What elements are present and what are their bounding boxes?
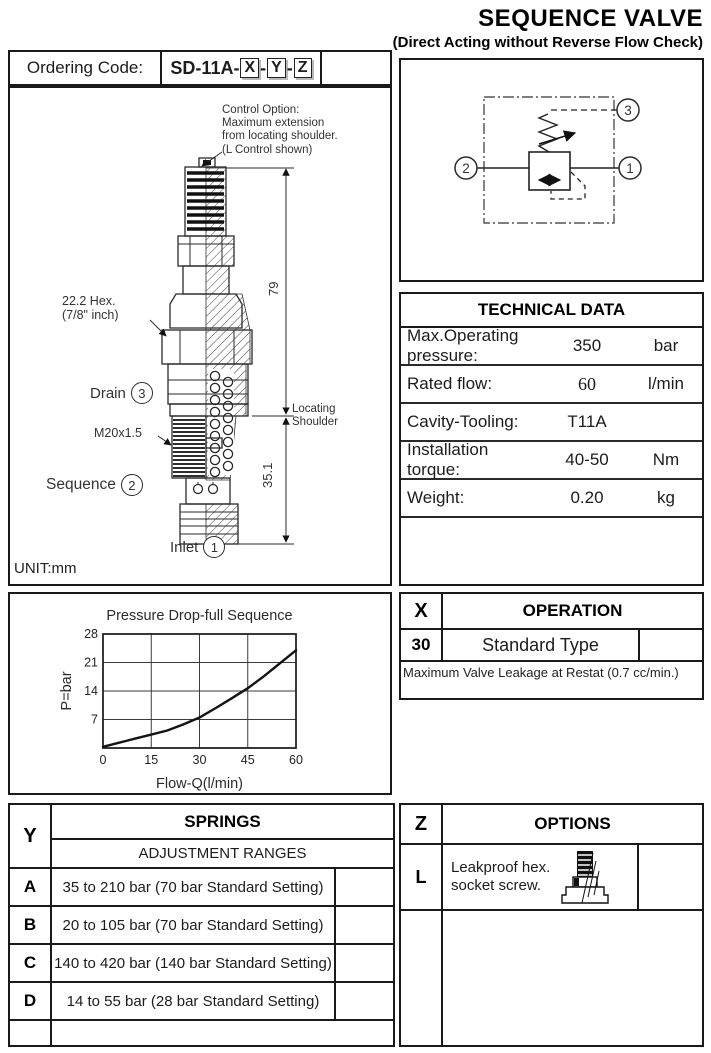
control-option-note: Control Option: Maximum extension from locating shoulder. (L Control shown) xyxy=(222,104,338,156)
code-y-box: Y xyxy=(267,58,286,78)
dim-35-1: 35.1 xyxy=(260,462,275,488)
svg-text:14: 14 xyxy=(84,684,98,698)
operation-title: OPERATION xyxy=(522,601,623,620)
code-sep-1: - xyxy=(260,57,267,78)
options-empty-row xyxy=(401,911,702,1045)
code-z-box: Z xyxy=(294,58,312,78)
thread-label: M20x1.5 xyxy=(94,426,142,440)
ordering-code-box xyxy=(8,50,392,86)
sequence-port-label: Sequence 2 xyxy=(46,474,143,496)
table-row: D 14 to 55 bar (28 bar Standard Setting) xyxy=(10,983,393,1021)
ordering-code-label: Ordering Code: xyxy=(10,52,162,84)
spring-row-empty-cell xyxy=(336,869,393,905)
table-row: Weight: 0.20 kg xyxy=(401,480,702,518)
springs-code-column: Y xyxy=(10,805,52,867)
operation-box xyxy=(399,592,704,700)
svg-text:45: 45 xyxy=(240,753,255,767)
schematic-port-3: 3 xyxy=(624,103,632,118)
operation-code-column: X xyxy=(401,594,443,628)
table-row: Max.Operating pressure: 350 bar xyxy=(401,328,702,366)
schematic-port-1: 1 xyxy=(626,161,634,176)
dim-79: 79 xyxy=(266,281,281,296)
unit-label: UNIT:mm xyxy=(14,560,77,577)
locating-shoulder-label: Locating Shoulder xyxy=(292,403,339,429)
schematic-port-2: 2 xyxy=(462,161,470,176)
svg-text:30: 30 xyxy=(192,753,207,767)
code-sep-2: - xyxy=(286,57,293,78)
operation-empty-cell xyxy=(640,630,702,660)
options-title: OPTIONS xyxy=(534,814,611,833)
svg-text:7: 7 xyxy=(91,712,98,727)
table-row: Installation torque: 40-50 Nm xyxy=(401,442,702,480)
svg-text:Flow-Q(l/min): Flow-Q(l/min) xyxy=(156,776,243,792)
technical-data-title: TECHNICAL DATA xyxy=(401,294,702,328)
table-row: L Leakproof hex. socket screw. xyxy=(401,845,702,911)
options-code-column: Z xyxy=(401,805,443,843)
table-row: 30 Standard Type xyxy=(401,630,702,662)
inlet-port-label: Inlet 1 xyxy=(170,536,225,558)
springs-subtitle: ADJUSTMENT RANGES xyxy=(138,845,307,862)
options-box xyxy=(399,803,704,1047)
table-row: Rated flow: 60 l/min xyxy=(401,366,702,404)
pressure-drop-chart xyxy=(10,594,390,793)
page-subtitle: (Direct Acting without Reverse Flow Check) xyxy=(392,34,703,51)
spring-row-empty-cell xyxy=(336,945,393,981)
table-row: B 20 to 105 bar (70 bar Standard Setting) xyxy=(10,907,393,945)
svg-text:15: 15 xyxy=(144,753,159,767)
option-row-empty-cell xyxy=(639,845,702,909)
schematic-box xyxy=(399,58,704,282)
table-row: Cavity-Tooling: T11A xyxy=(401,404,702,442)
operation-header xyxy=(401,594,702,630)
springs-header xyxy=(10,805,393,869)
drain-port-label: Drain 3 xyxy=(90,382,153,404)
svg-text:60: 60 xyxy=(289,753,303,767)
hex-size-note: 22.2 Hex. (7/8" inch) xyxy=(62,294,119,323)
sequence-port-number: 2 xyxy=(121,474,143,496)
drain-port-number: 3 xyxy=(131,382,153,404)
springs-title: SPRINGS xyxy=(52,805,393,840)
code-x-box: X xyxy=(240,58,259,78)
svg-text:0: 0 xyxy=(99,753,107,767)
page-title: SEQUENCE VALVE xyxy=(478,5,703,32)
springs-box xyxy=(8,803,395,1047)
ordering-empty-cell xyxy=(322,52,390,84)
table-row: C 140 to 420 bar (140 bar Standard Setting) xyxy=(10,945,393,983)
leakage-note: Maximum Valve Leakage at Restat (0.7 cc/min.) xyxy=(403,665,679,680)
table-row: A 35 to 210 bar (70 bar Standard Setting) xyxy=(10,869,393,907)
svg-text:Pressure Drop-full Sequence: Pressure Drop-full Sequence xyxy=(106,608,293,624)
ordering-code-value xyxy=(162,52,322,84)
svg-text:28: 28 xyxy=(84,627,98,641)
options-header xyxy=(401,805,702,845)
screw-icon xyxy=(558,849,610,905)
spring-row-empty-cell xyxy=(336,907,393,943)
spring-row-empty-cell xyxy=(336,983,393,1019)
svg-text:P=bar: P=bar xyxy=(59,671,75,711)
technical-data-box xyxy=(399,292,704,586)
page-header xyxy=(393,5,703,51)
hydraulic-schematic xyxy=(401,60,702,280)
valve-section-drawing xyxy=(10,88,390,584)
code-prefix: SD-11A- xyxy=(170,57,240,78)
valve-drawing-box xyxy=(8,86,392,586)
inlet-port-number: 1 xyxy=(203,536,225,558)
option-l-description: Leakproof hex. socket screw. xyxy=(443,845,639,909)
springs-empty-row xyxy=(10,1021,393,1045)
pressure-drop-chart-box xyxy=(8,592,392,795)
svg-text:21: 21 xyxy=(84,655,98,670)
